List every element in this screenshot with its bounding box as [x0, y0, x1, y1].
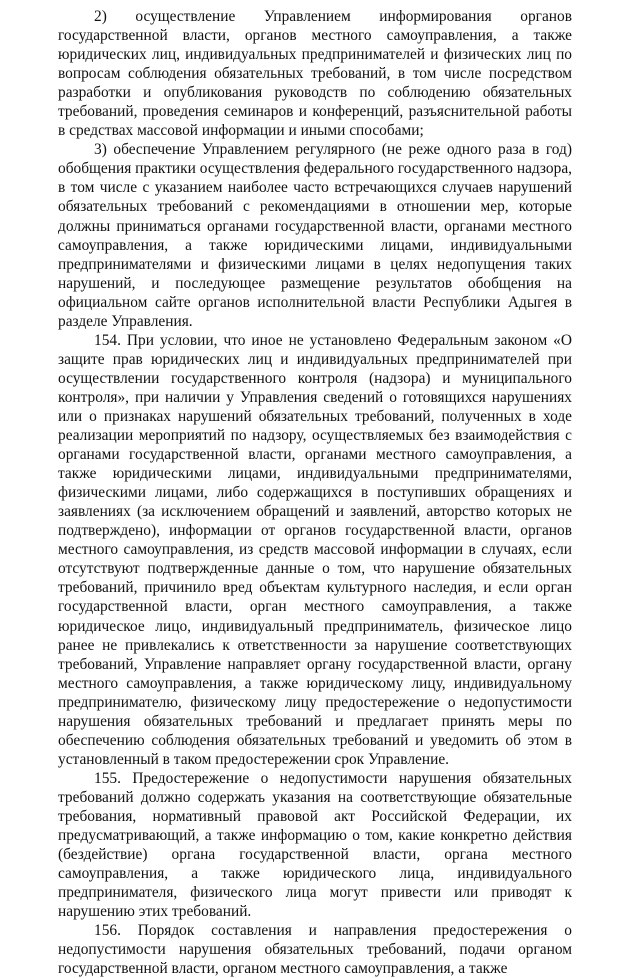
paragraph-155: 155. Предостережение о недопустимости нарушения обязательных требований должно содержать указания на соответствующие обязательные требования, нормативный правовой акт Российской Федерации, их предусматривающий, а также информацию о том, какие конкретно действия (бездействие) органа государственной власти, органа местного самоуправления, а также юридического лица, индивидуального предпринимателя, физического лица могут привести или приводят к нарушению этих требований.: [58, 769, 572, 921]
paragraph-154: 154. При условии, что иное не установлено Федеральным законом «О защите прав юридических лиц и индивидуальных предпринимателей при осуществлении государственного контроля (надзора) и муниципального контроля», при наличии у Управления сведений о готовящихся нарушениях или о признаках нарушений обязательных требований, полученных в ходе реализации мероприятий по надзору, осуществляемых без взаимодействия с органами государственной власти, органами местного самоуправления, а также юридическими лицами, индивидуальными предпринимателями, физическими лицами, либо содержащихся в поступивших обращениях и заявлениях (за исключением обращений и заявлений, авторство которых не подтверждено), информации от органов государственной власти, органов местного самоуправления, из средств массовой информации в случаях, если отсутствуют подтвержденные данные о том, что нарушение обязательных требований, причинило вред объектам культурного наследия, и если орган государственной власти, орган местного самоуправления, а также юридическое лицо, индивидуальный предприниматель, физическое лицо ранее не привлекались к ответственности за нарушение соответствующих требований, Управление направляет органу государственной власти, органу местного самоуправления, а также юридическому лицу, индивидуальному предпринимателю, физическому лицу предостережение о недопустимости нарушения обязательных требований и предлагает принять меры по обеспечению соблюдения обязательных требований и уведомить об этом в установленный в таком предостережении срок Управление.: [58, 331, 572, 768]
document-page: [58, 7, 572, 978]
paragraph-item-3: 3) обеспечение Управлением регулярного (не реже одного раза в год) обобщения практики осуществления федерального государственного надзора, в том числе с указанием наиболее часто встречающихся случаев нарушений обязательных требований с рекомендациями в отношении мер, которые должны приниматься органами государственной власти, органами местного самоуправления, а также юридическими лицами, индивидуальными предпринимателями и физическими лицами в целях недопущения таких нарушений, и последующее размещение результатов обобщения на официальном сайте органов исполнительной власти Республики Адыгея в разделе Управления.: [58, 141, 572, 330]
paragraph-item-2: 2) осуществление Управлением информирования органов государственной власти, органов местного самоуправления, а также юридических лиц, индивидуальных предпринимателей и физических лиц по вопросам соблюдения обязательных требований, в том числе посредством разработки и опубликования руководств по соблюдению обязательных требований, проведения семинаров и конференций, разъяснительной работы в средствах массовой информации и иными способами;: [58, 8, 572, 140]
paragraph-156: 156. Порядок составления и направления предостережения о недопустимости нарушения обязательных требований, подачи органом государственной власти, органом местного самоуправления, а также: [58, 922, 572, 978]
